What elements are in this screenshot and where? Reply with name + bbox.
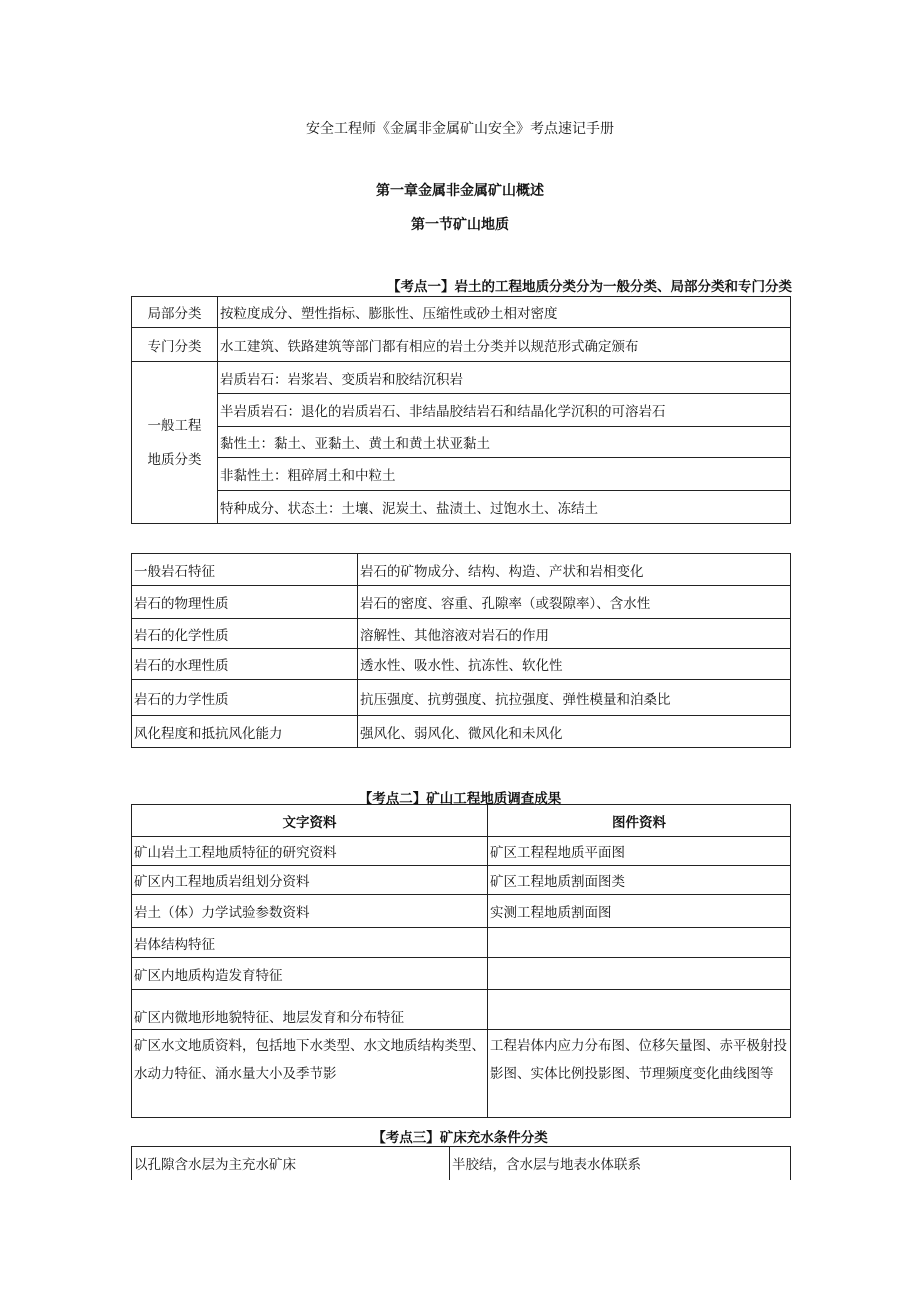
table-row (132, 394, 791, 427)
table-row (132, 680, 791, 716)
table-row (132, 297, 791, 328)
rock-soil-classification-table (131, 296, 791, 524)
text-material-cell: 矿区内工程地质岩组划分资料 (132, 866, 488, 895)
kp1-heading: 【考点一】岩土的工程地质分类分为一般分类、局部分类和专门分类 (387, 279, 792, 295)
table-row (132, 362, 791, 394)
water-filling-table (131, 1146, 791, 1180)
figure-material-cell (488, 928, 791, 958)
content-cell: 黏性土：黏土、亚黏土、黄土和黄土状亚黏土 (218, 427, 791, 458)
content-cell: 非黏性土：粗碎屑土和中粒土 (218, 458, 791, 491)
table-row (132, 458, 791, 491)
table-row (132, 895, 791, 928)
column-header-text: 文字资料 (132, 805, 488, 837)
property-desc-cell: 透水性、吸水性、抗冻性、软化性 (358, 649, 791, 680)
property-name-cell: 岩石的水理性质 (132, 649, 358, 680)
text-material-cell: 岩体结构特征 (132, 928, 488, 958)
table-row (132, 649, 791, 680)
kp3-heading: 【考点三】矿床充水条件分类 (372, 1130, 548, 1146)
section-title: 第一节矿山地质 (411, 217, 509, 233)
property-name-cell: 岩石的化学性质 (132, 619, 358, 649)
text-material-cell: 矿区内微地形地貌特征、地层发育和分布特征 (132, 990, 488, 1030)
table-row (132, 328, 791, 362)
kp2-heading: 【考点二】矿山工程地质调查成果 (358, 791, 562, 807)
property-name-cell: 岩石的力学性质 (132, 680, 358, 716)
content-cell: 特种成分、状态土：土壤、泥炭土、盐渍土、过饱水土、冻结土 (218, 491, 791, 524)
table-row (132, 427, 791, 458)
table-row (132, 716, 791, 748)
content-cell: 水工建筑、铁路建筑等部门都有相应的岩土分类并以规范形式确定颁布 (218, 328, 791, 362)
survey-results-table (131, 804, 791, 1118)
table-row (132, 491, 791, 524)
general-category-cell (132, 362, 218, 524)
figure-material-cell: 矿区工程程地质平面图 (488, 837, 791, 866)
table-row (132, 837, 791, 866)
table-row (132, 958, 791, 990)
figure-material-cell (488, 990, 791, 1030)
figure-material-cell: 实测工程地质割面图 (488, 895, 791, 928)
text-material-cell: 岩土（体）力学试验参数资料 (132, 895, 488, 928)
category-cell: 局部分类 (132, 297, 218, 328)
property-name-cell: 风化程度和抵抗风化能力 (132, 716, 358, 748)
chapter-title: 第一章金属非金属矿山概述 (376, 183, 544, 199)
column-header-figure: 图件资料 (488, 805, 791, 837)
deposit-desc-cell: 半胶结，含水层与地表水体联系 (450, 1147, 791, 1180)
text-material-cell: 矿区内地质构造发育特征 (132, 958, 488, 990)
table-row (132, 928, 791, 958)
document-title: 安全工程师《金属非金属矿山安全》考点速记手册 (306, 121, 614, 137)
table-row (132, 990, 791, 1030)
property-name-cell: 一般岩石特征 (132, 554, 358, 586)
property-desc-cell: 抗压强度、抗剪强度、抗拉强度、弹性模量和泊桑比 (358, 680, 791, 716)
property-name-cell: 岩石的物理性质 (132, 586, 358, 619)
table-row (132, 866, 791, 895)
figure-material-cell (488, 958, 791, 990)
table-header-row (132, 805, 791, 837)
property-desc-cell: 岩石的密度、容重、孔隙率（或裂隙率）、含水性 (358, 586, 791, 619)
table-row (132, 586, 791, 619)
deposit-type-cell: 以孔隙含水层为主充水矿床 (132, 1147, 450, 1180)
table-row (132, 1030, 791, 1118)
property-desc-cell: 溶解性、其他溶液对岩石的作用 (358, 619, 791, 649)
figure-material-cell: 矿区工程地质割面图类 (488, 866, 791, 895)
content-cell: 半岩质岩石：退化的岩质岩石、非结晶胶结岩石和结晶化学沉积的可溶岩石 (218, 394, 791, 427)
rock-properties-table (131, 553, 791, 748)
content-cell: 岩质岩石：岩浆岩、变质岩和胶结沉积岩 (218, 362, 791, 394)
category-cell: 专门分类 (132, 328, 218, 362)
table-row (132, 619, 791, 649)
figure-material-cell: 工程岩体内应力分布图、位移矢量图、赤平极射投影图、实体比例投影图、节理频度变化曲线图等 (488, 1030, 791, 1118)
text-material-cell: 矿山岩土工程地质特征的研究资料 (132, 837, 488, 866)
property-desc-cell: 强风化、弱风化、微风化和未风化 (358, 716, 791, 748)
table-row (132, 1147, 791, 1180)
property-desc-cell: 岩石的矿物成分、结构、构造、产状和岩相变化 (358, 554, 791, 586)
general-category-label: 一般工程地质分类 (147, 417, 202, 468)
table-row (132, 554, 791, 586)
text-material-cell: 矿区水文地质资料，包括地下水类型、水文地质结构类型、水动力特征、涌水量大小及季节影 (132, 1030, 488, 1118)
content-cell: 按粒度成分、塑性指标、膨胀性、压缩性或砂土相对密度 (218, 297, 791, 328)
